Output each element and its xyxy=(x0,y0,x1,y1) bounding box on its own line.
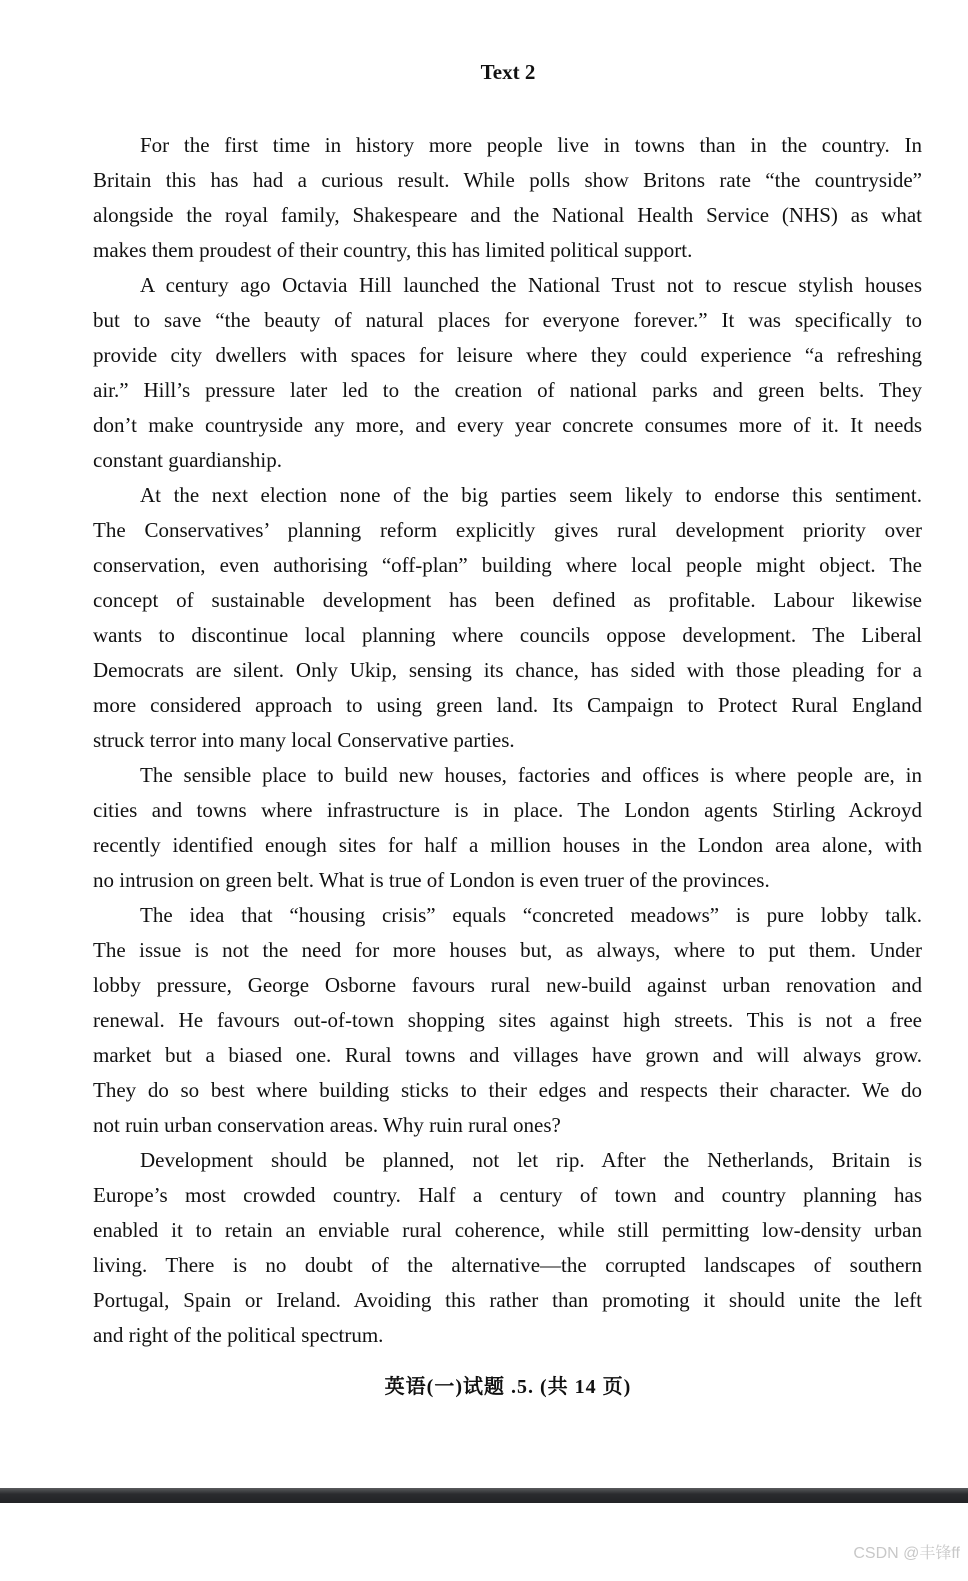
text-line: Development should be planned, not let rip. After the Netherlands, Britain is xyxy=(140,1148,922,1172)
text-line: wants to discontinue local planning where councils oppose development. The Liberal xyxy=(93,623,922,647)
article-body xyxy=(93,128,922,1353)
text-line: conservation, even authorising “off-plan” building where local people might object. The xyxy=(93,553,922,577)
text-line: provide city dwellers with spaces for leisure where they could experience “a refreshing xyxy=(93,343,922,367)
text-line: but to save “the beauty of natural places for everyone forever.” It was specifically to xyxy=(93,308,922,332)
text-line: constant guardianship. xyxy=(93,448,282,472)
text-line: For the first time in history more people live in towns than in the country. In xyxy=(140,133,922,157)
text-line: concept of sustainable development has been defined as profitable. Labour likewise xyxy=(93,588,922,612)
text-line: Democrats are silent. Only Ukip, sensing its chance, has sided with those pleading for a xyxy=(93,658,922,682)
text-line: air.” Hill’s pressure later led to the creation of national parks and green belts. They xyxy=(93,378,922,402)
text-line: and right of the political spectrum. xyxy=(93,1323,384,1347)
text-line: Britain this has had a curious result. While polls show Britons rate “the countryside” xyxy=(93,168,922,192)
paragraph xyxy=(93,1143,922,1353)
text-line: The issue is not the need for more houses but, as always, where to put them. Under xyxy=(93,938,922,962)
watermark: CSDN @丰锋ff xyxy=(853,1545,960,1562)
text-line: enabled it to retain an enviable rural coherence, while still permitting low-density urban xyxy=(93,1218,922,1242)
text-line: A century ago Octavia Hill launched the National Trust not to rescue stylish houses xyxy=(140,273,922,297)
text-line: They do so best where building sticks to their edges and respects their character. We do xyxy=(93,1078,922,1102)
text-line: recently identified enough sites for half a million houses in the London area alone, with xyxy=(93,833,922,857)
text-line: more considered approach to using green land. Its Campaign to Protect Rural England xyxy=(93,693,922,717)
paragraph xyxy=(93,268,922,478)
text-line: makes them proudest of their country, this has limited political support. xyxy=(93,238,693,262)
text-line: cities and towns where infrastructure is in place. The London agents Stirling Ackroyd xyxy=(93,798,922,822)
text-line: alongside the royal family, Shakespeare and the National Health Service (NHS) as what xyxy=(93,203,922,227)
text-line: The Conservatives’ planning reform explicitly gives rural development priority over xyxy=(93,518,922,542)
text-line: market but a biased one. Rural towns and villages have grown and will always grow. xyxy=(93,1043,922,1067)
text-line: At the next election none of the big parties seem likely to endorse this sentiment. xyxy=(140,483,922,507)
paragraph xyxy=(93,128,922,268)
text-line: don’t make countryside any more, and every year concrete consumes more of it. It needs xyxy=(93,413,922,437)
text-line: The idea that “housing crisis” equals “concreted meadows” is pure lobby talk. xyxy=(140,903,922,927)
paragraph xyxy=(93,478,922,758)
viewer-divider-bar xyxy=(0,1488,968,1503)
text-line: struck terror into many local Conservative parties. xyxy=(93,728,515,752)
text-line: The sensible place to build new houses, factories and offices is where people are, in xyxy=(140,763,922,787)
page-title: Text 2 xyxy=(480,60,536,84)
text-line: Europe’s most crowded country. Half a century of town and country planning has xyxy=(93,1183,922,1207)
text-line: Portugal, Spain or Ireland. Avoiding this rather than promoting it should unite the left xyxy=(93,1288,922,1312)
text-line: living. There is no doubt of the alternative—the corrupted landscapes of southern xyxy=(93,1253,922,1277)
text-line: no intrusion on green belt. What is true of London is even truer of the provinces. xyxy=(93,868,770,892)
text-line: renewal. He favours out-of-town shopping sites against high streets. This is not a free xyxy=(93,1008,922,1032)
page-footer: 英语(一)试题 .5. (共 14 页) xyxy=(384,1376,632,1398)
text-line: not ruin urban conservation areas. Why ruin rural ones? xyxy=(93,1113,561,1137)
paragraph xyxy=(93,758,922,898)
paragraph xyxy=(93,898,922,1143)
text-line: lobby pressure, George Osborne favours rural new-build against urban renovation and xyxy=(93,973,922,997)
